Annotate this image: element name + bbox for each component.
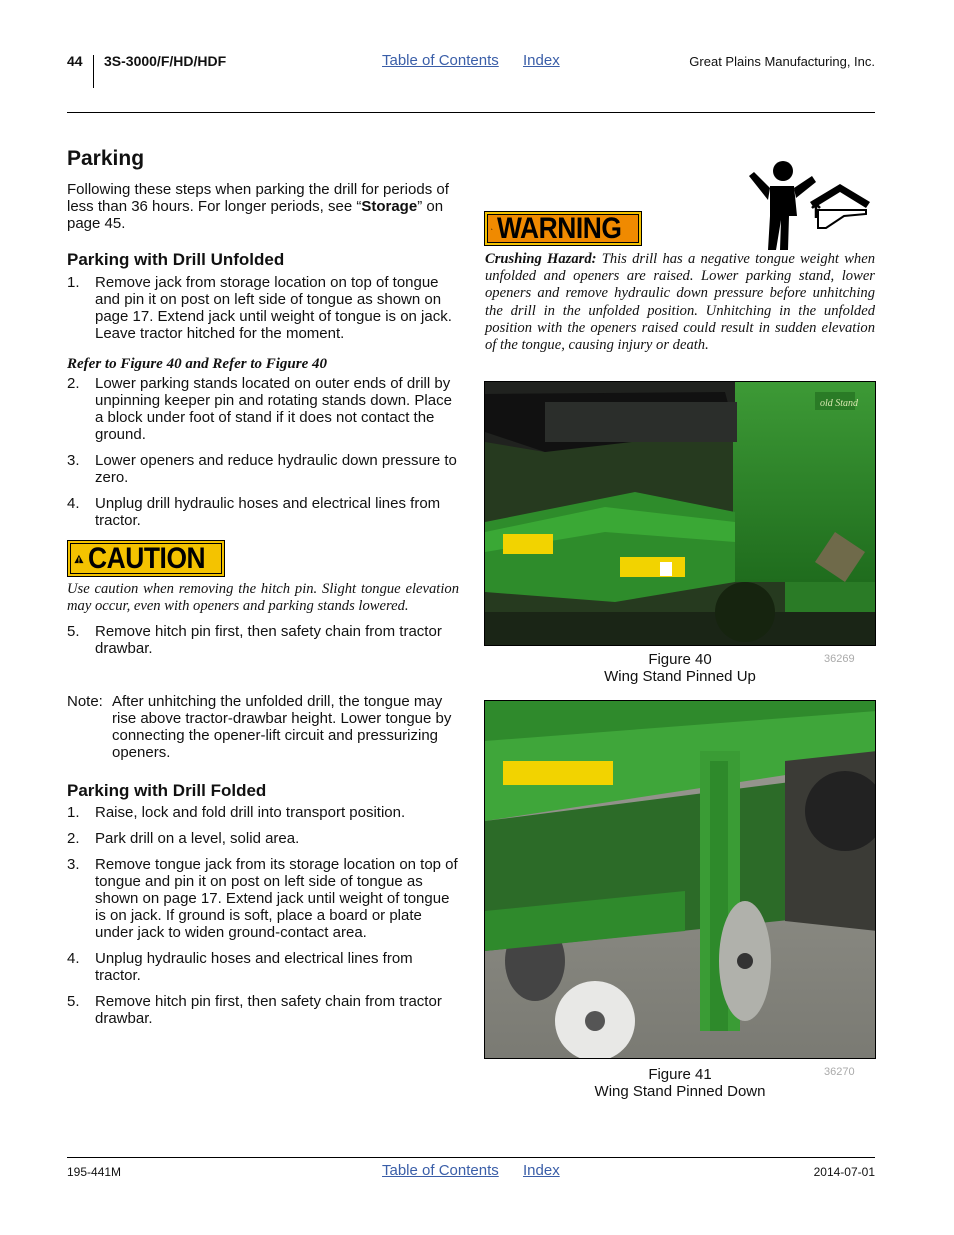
step-number: 1.	[67, 804, 80, 821]
storage-ref: Storage	[361, 198, 418, 215]
step-number: 4.	[67, 950, 80, 967]
step-number: 2.	[67, 830, 80, 847]
unfolded-step-4	[67, 495, 459, 529]
hazard-text: This drill has a negative tongue weight when unfolded and openers are raised. Lower parking stand, lower openers and remove hydraulic down pressure before unhitching the drill in the unfolded position. Unhitching in the unfolded position with the openers raised could result in sudden elevation of the tongue, causing injury or death.	[485, 251, 875, 354]
folded-step-3	[67, 856, 459, 941]
step-text: Raise, lock and fold drill into transport position.	[95, 804, 406, 821]
part-number: 195-441M	[67, 1165, 122, 1179]
header-divider	[93, 55, 94, 88]
figure-41-title: Wing Stand Pinned Down	[594, 1083, 766, 1100]
step-number: 5.	[67, 993, 80, 1010]
section-intro	[67, 181, 459, 232]
folded-step-5	[67, 993, 459, 1027]
crushing-hazard-icon	[748, 158, 872, 252]
section-title: Parking	[67, 147, 145, 170]
hazard-title: Crushing Hazard:	[485, 251, 597, 267]
figure-40-label: Figure 40	[648, 651, 712, 668]
warning-sign-inner	[487, 211, 639, 245]
caution-text: Use caution when removing the hitch pin. Slight tongue elevation may occur, even with openers and parking stands lowered.	[67, 581, 459, 615]
folded-step-2	[67, 830, 459, 847]
folded-step-4	[67, 950, 459, 984]
figure-40-image	[485, 382, 876, 646]
caution-sign	[67, 540, 225, 577]
step-number: 3.	[67, 452, 80, 469]
warning-sign	[484, 211, 642, 246]
step-number: 2.	[67, 375, 80, 392]
unfolded-step-5	[67, 623, 459, 657]
figure-reference: Refer to Figure 40 and Refer to Figure 40	[67, 356, 328, 372]
step-number: 3.	[67, 856, 80, 873]
header-toc-link[interactable]: Table of Contents	[382, 52, 499, 69]
warning-triangle-icon	[491, 217, 493, 241]
folded-heading: Parking with Drill Folded	[67, 781, 267, 800]
note-text: After unhitching the unfolded drill, the tongue may rise above tractor-drawbar height. Lower tongue by connecting the opener-lift circuit and pressurizing openers.	[112, 693, 452, 761]
unfolded-step-2	[67, 375, 459, 443]
footer-rule	[67, 1157, 875, 1158]
caution-sign-inner	[70, 543, 222, 574]
figure-40-title: Wing Stand Pinned Up	[604, 668, 756, 685]
intro-text: Following these steps when parking the drill for periods of less than 36 hours. For longer periods, see “	[67, 181, 449, 215]
step-number: 1.	[67, 274, 80, 291]
figure-40-caption	[584, 651, 776, 685]
figure-41-photo	[484, 700, 876, 1059]
step-text: Remove jack from storage location on top of tongue and pin it on post on left side of tongue as shown on page 17. Extend jack until weight of tongue is on jack. Leave tractor hitched for the moment.	[95, 274, 452, 342]
footer-toc-link[interactable]: Table of Contents	[382, 1162, 499, 1179]
intro-text-end: ” on page 45.	[67, 198, 444, 232]
figure-40-photo	[484, 381, 876, 646]
caution-label: CAUTION	[87, 541, 206, 575]
step-text: Remove hitch pin first, then safety chain from tractor drawbar.	[95, 993, 442, 1027]
model-name: 3S-3000/F/HD/HDF	[104, 53, 227, 69]
step-text: Lower parking stands located on outer ends of drill by unpinning keeper pin and rotating stands down. Place a block under foot of stand if it does not contact the ground.	[95, 375, 452, 443]
figure-41-image	[485, 701, 876, 1059]
warning-label: WARNING	[496, 211, 622, 245]
company-name: Great Plains Manufacturing, Inc.	[689, 54, 875, 69]
figure-40-photo-id: 36269	[824, 653, 855, 665]
header-index-link[interactable]: Index	[523, 52, 560, 69]
step-text: Unplug hydraulic hoses and electrical lines from tractor.	[95, 950, 413, 984]
note-label: Note:	[67, 693, 103, 710]
page-number: 44	[67, 53, 83, 69]
unfolded-step-1	[67, 274, 459, 342]
footer-index-link[interactable]: Index	[523, 1162, 560, 1179]
svg-text:old Stand: old Stand	[820, 398, 859, 409]
step-number: 5.	[67, 623, 80, 640]
warning-triangle-icon	[74, 547, 84, 571]
unfolded-heading: Parking with Drill Unfolded	[67, 250, 285, 269]
figure-41-caption	[580, 1066, 780, 1100]
step-text: Remove tongue jack from its storage location on top of tongue and pin it on post on left side of tongue as shown on page 17. Extend jack until weight of tongue is on jack. If ground is soft, place a board or plate under jack to widen ground-contact area.	[95, 856, 458, 941]
warning-text	[485, 251, 875, 354]
step-text: Remove hitch pin first, then safety chain from tractor drawbar.	[95, 623, 442, 657]
folded-step-1	[67, 804, 459, 821]
step-text: Park drill on a level, solid area.	[95, 830, 300, 847]
step-number: 4.	[67, 495, 80, 512]
step-text: Unplug drill hydraulic hoses and electrical lines from tractor.	[95, 495, 441, 529]
header-rule	[67, 112, 875, 113]
figure-41-photo-id: 36270	[824, 1066, 855, 1078]
unfolded-step-3	[67, 452, 459, 486]
step-text: Lower openers and reduce hydraulic down pressure to zero.	[95, 452, 457, 486]
figure-41-label: Figure 41	[648, 1066, 712, 1083]
note	[67, 693, 459, 761]
publication-date: 2014-07-01	[813, 1165, 875, 1179]
